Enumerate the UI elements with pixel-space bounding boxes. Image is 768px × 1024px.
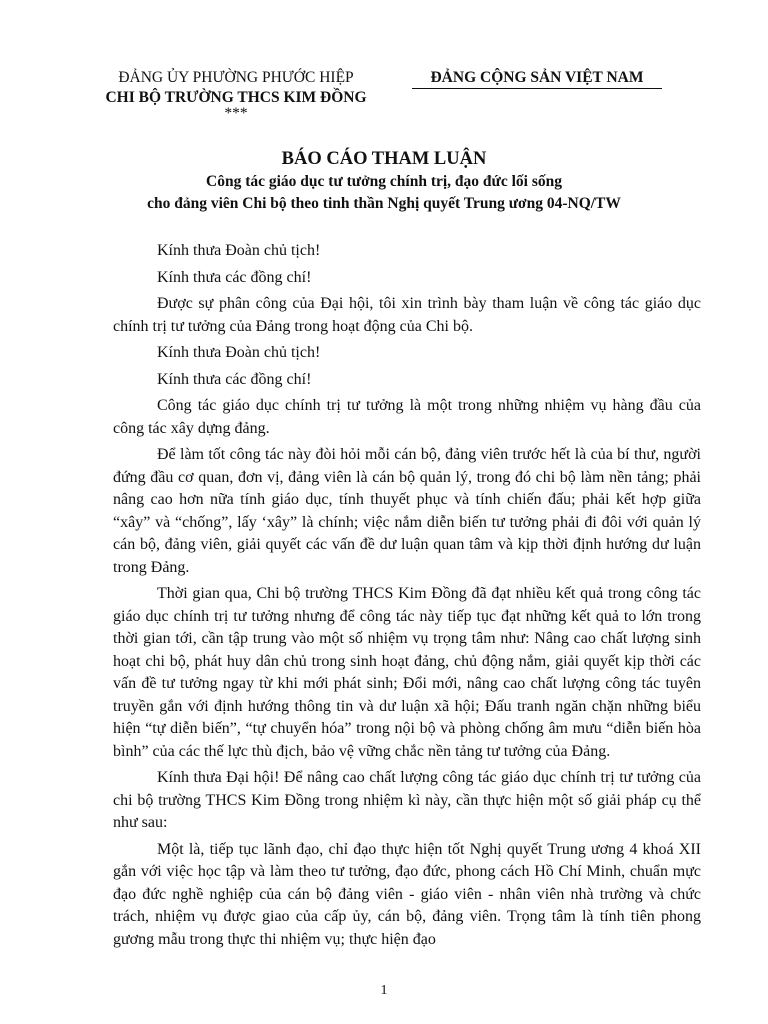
party-heading	[408, 68, 666, 89]
paragraph: Được sự phân công của Đại hội, tôi xin trình bày tham luận về công tác giáo dục chính trị tư tưởng của Đảng trong hoạt động của Chi bộ.	[113, 295, 701, 335]
paragraph: Kính thưa các đồng chí!	[157, 268, 312, 286]
page-number: 1	[380, 983, 388, 998]
paragraph: Kính thưa Đại hội! Để nâng cao chất lượng công tác giáo dục chính trị tư tưởng của chi bộ trường THCS Kim Đồng trong nhiệm kì này, cần thực hiện một số giải pháp cụ thể như sau:	[113, 769, 701, 831]
document-subtitle-line-2: cho đảng viên Chi bộ theo tinh thần Nghị quyết Trung ương 04-NQ/TW	[147, 195, 621, 212]
paragraph: Công tác giáo dục chính trị tư tưởng là một trong những nhiệm vụ hàng đầu của công tác xây dựng đảng.	[113, 397, 701, 437]
paragraph: Kính thưa Đoàn chủ tịch!	[157, 242, 321, 259]
document-subtitle-line-1: Công tác giáo dục tư tưởng chính trị, đạo đức lối sống	[206, 173, 562, 190]
title-block	[0, 147, 768, 215]
paragraph: Kính thưa các đồng chí!	[157, 370, 312, 388]
paragraph: Để làm tốt công tác này đòi hỏi mỗi cán bộ, đảng viên trước hết là của bí thư, người đứng đầu cơ quan, đơn vị, đảng viên là cán bộ quản lý, trong đó chi bộ làm nền tảng; phải nâng cao hơn nữa tính giáo dục, tính thuyết phục và tính chiến đấu; phải kết hợp giữa “xây” và “chống”, lấy ‘xây” là chính; việc nắm diễn biến tư tưởng phải đi đôi với quản lý cán bộ, đảng viên, giải quyết các vấn đề dư luận quan tâm và kịp thời định hướng dư luận trong Đảng.	[113, 446, 701, 576]
party-name: ĐẢNG CỘNG SẢN VIỆT NAM	[412, 68, 662, 89]
paragraph: Một là, tiếp tục lãnh đạo, chỉ đạo thực hiện tốt Nghị quyết Trung ương 4 khoá XII gắn với việc học tập và làm theo tư tưởng, đạo đức, phong cách Hồ Chí Minh, chuẩn mực đạo đức nghề nghiệp của cán bộ đảng viên - giáo viên - nhân viên nhà trường và chức trách, nhiệm vụ được giao của cấp ủy, cán bộ, đảng viên. Trọng tâm là tính tiên phong gương mẫu trong thực thi nhiệm vụ; thực hiện đạo	[113, 840, 701, 948]
party-cell-name: CHI BỘ TRƯỜNG THCS KIM ĐỒNG	[105, 89, 367, 106]
document-body	[113, 240, 701, 955]
document-title: BÁO CÁO THAM LUẬN	[281, 149, 487, 169]
party-committee-name: ĐẢNG ỦY PHƯỜNG PHƯỚC HIỆP	[118, 69, 354, 86]
issuing-unit	[78, 68, 394, 120]
paragraph: Kính thưa Đoàn chủ tịch!	[157, 344, 321, 361]
paragraph: Thời gian qua, Chi bộ trường THCS Kim Đồng đã đạt nhiều kết quả trong công tác giáo dục chính trị tư tưởng nhưng để công tác này tiếp tục đạt những kết quả to lớn trong thời gian tới, cần tập trung vào một số nhiệm vụ trọng tâm như: Nâng cao chất lượng sinh hoạt chi bộ, phát huy dân chủ trong sinh hoạt đảng, chủ động nắm, giải quyết kịp thời các vấn đề tư tưởng ngay từ khi mới phát sinh; Đổi mới, nâng cao chất lượng công tác tuyên truyền gắn với định hướng thông tin và dư luận xã hội; Đấu tranh ngăn chặn những biểu hiện “tự diễn biến”, “tự chuyển hóa” trong nội bộ và phòng chống âm mưu “diễn biến hòa bình” của các thế lực thù địch, bảo vệ vững chắc nền tảng tư tưởng của Đảng.	[113, 585, 701, 760]
separator-stars: ***	[224, 105, 248, 122]
